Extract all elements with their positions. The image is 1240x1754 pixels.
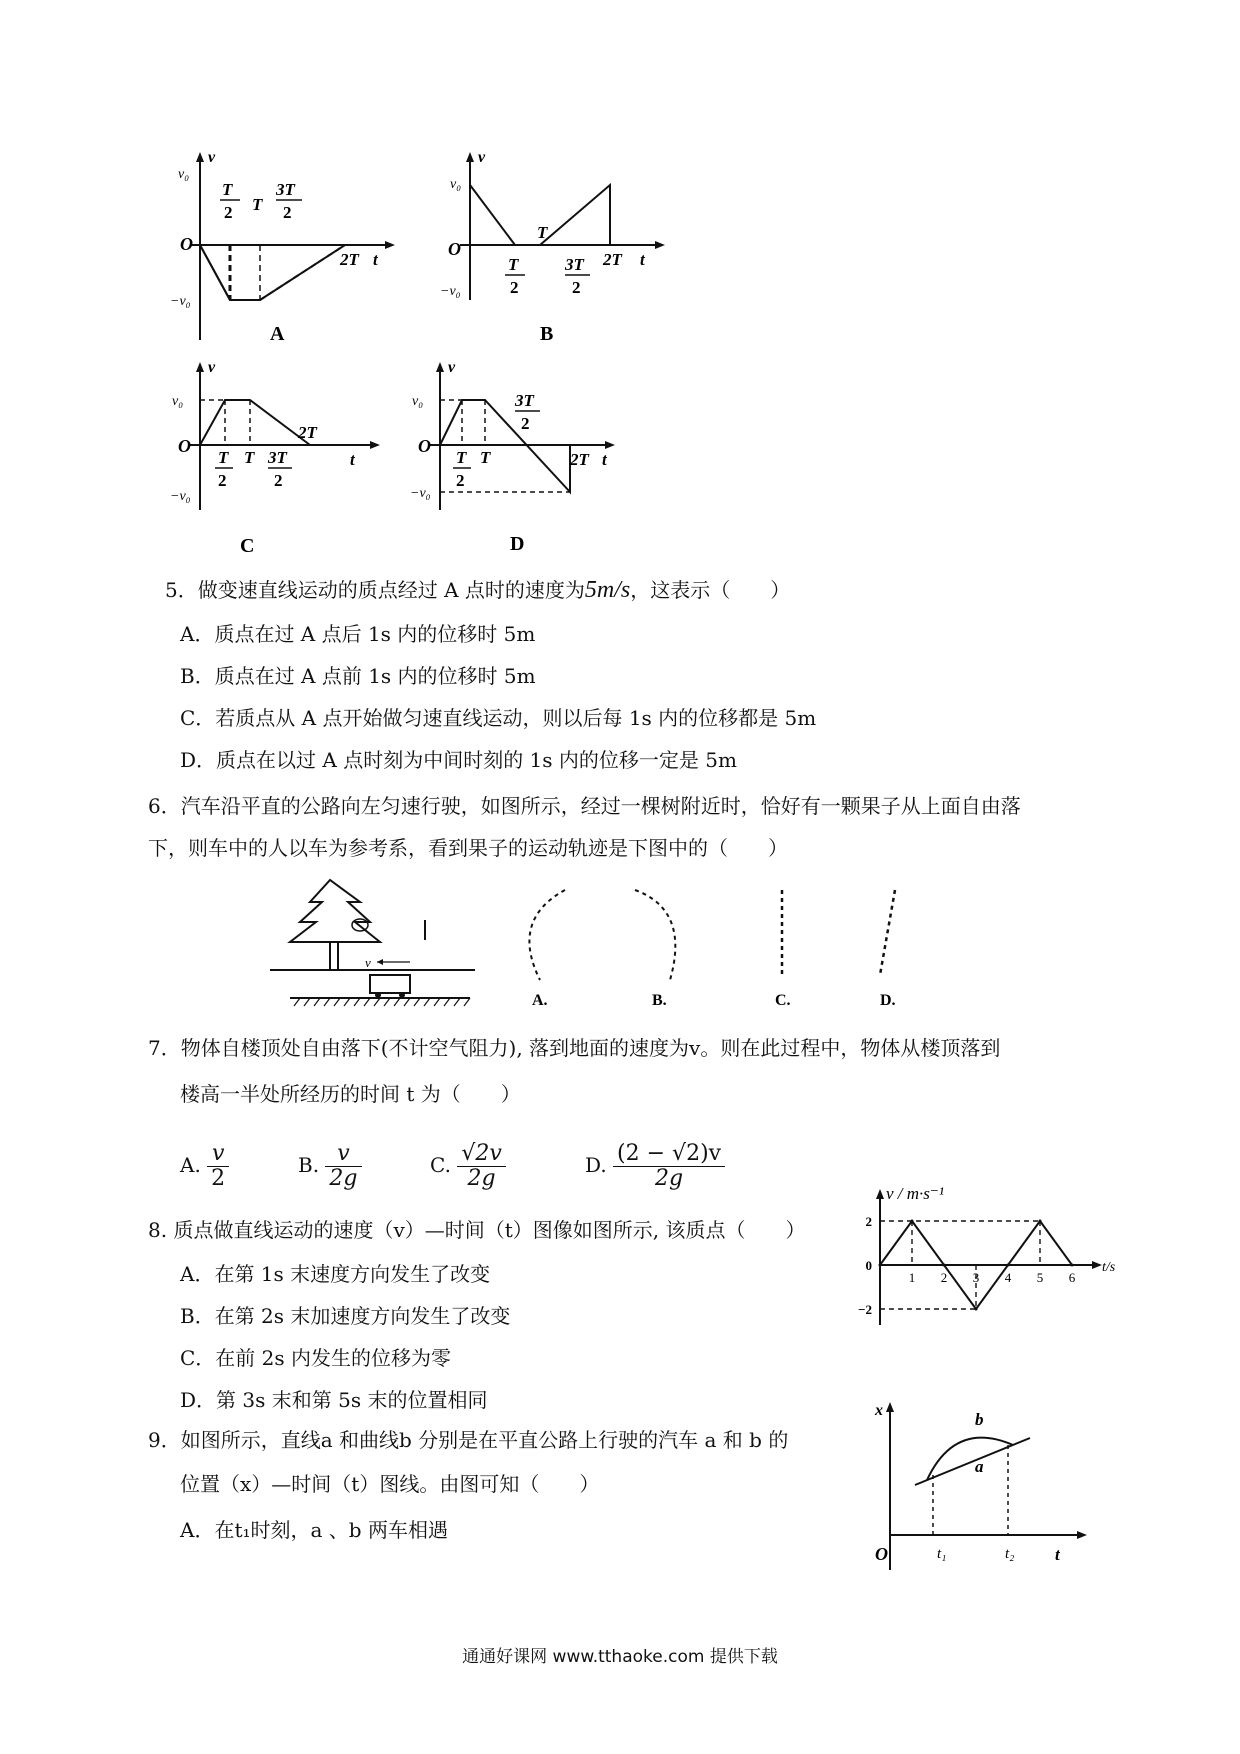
graph-label-d: D [510,533,525,555]
question-6-line2: 下，则车中的人以车为参考系，看到果子的运动轨迹是下图中的（ ） [148,836,788,860]
svg-text:2T: 2T [570,450,589,469]
data-point [1007,1264,1010,1267]
question-5-stem: 5．做变速直线运动的质点经过 A 点时的速度为5m/s，这表示（ ） [165,577,791,603]
q8-option-c: C．在前 2s 内发生的位移为零 [180,1346,452,1370]
svg-text:−v₀: −v₀ [410,486,431,501]
data-point [879,1264,882,1267]
y-axis-label: v / m·s⁻¹ [886,1185,944,1203]
svg-text:T: T [456,448,467,467]
svg-text:O: O [418,436,431,456]
graph-option-b [440,150,670,350]
q8-option-b: B．在第 2s 末加速度方向发生了改变 [180,1304,511,1328]
svg-text:D.: D. [880,992,896,1009]
svg-text:2: 2 [521,414,530,433]
svg-text:2T: 2T [298,423,317,442]
svg-text:3T: 3T [515,391,534,410]
svg-text:x: x [875,1402,883,1419]
svg-text:T: T [480,448,491,467]
data-point [975,1308,978,1311]
x-tick-label: 2 [940,1270,948,1285]
svg-text:3T: 3T [565,255,584,274]
svg-text:T: T [222,180,233,199]
q9-option-a: A．在t₁时刻，a 、b 两车相遇 [180,1518,448,1542]
q5-option-a: A．质点在过 A 点后 1s 内的位移时 5m [180,622,536,646]
data-point [943,1264,946,1267]
svg-text:A.: A. [532,992,548,1009]
svg-text:C.: C. [775,992,791,1009]
question-8-stem: 8. 质点做直线运动的速度（v）—时间（t）图像如图所示, 该质点（ ） [148,1218,806,1242]
question-9-line1: 9．如图所示，直线a 和曲线b 分别是在平直公路上行驶的汽车 a 和 b 的 [148,1428,789,1452]
q7-option-d: D. $\frac{(2 - √2)v}{2g}$ [585,1130,725,1200]
q8-velocity-time-chart [840,1185,1140,1335]
x-axis-label: t/s [1102,1260,1116,1275]
x-tick-label: 1 [908,1270,916,1285]
svg-text:2T: 2T [603,250,622,269]
svg-text:v: v [448,360,456,376]
svg-text:O: O [178,436,191,456]
question-7-line1: 7．物体自楼顶处自由落下(不计空气阻力), 落到地面的速度为v。则在此过程中，物体从楼顶落到 [148,1036,1001,1060]
q5-option-c: C．若质点从 A 点开始做匀速直线运动，则以后每 1s 内的位移都是 5m [180,706,817,730]
svg-text:−v₀: −v₀ [170,294,191,309]
svg-text:a: a [975,1457,984,1476]
question-6-line1: 6．汽车沿平直的公路向左匀速行驶，如图所示，经过一棵树附近时，恰好有一颗果子从上面自由落 [148,794,1021,818]
svg-text:O: O [180,234,193,254]
svg-text:−v₀: −v₀ [170,489,191,504]
svg-text:b: b [975,1410,984,1429]
svg-text:v: v [208,150,216,166]
data-point [1071,1264,1074,1267]
svg-text:t₂: t₂ [1005,1546,1015,1562]
graph-label-b: B [540,323,554,345]
svg-text:2: 2 [274,471,283,490]
svg-text:v₀: v₀ [172,394,184,409]
svg-text:T: T [537,223,548,242]
q5-option-b: B．质点在过 A 点前 1s 内的位移时 5m [180,664,536,688]
svg-text:2: 2 [224,203,233,222]
tree-car-figure [270,870,910,1010]
y-tick-label: −2 [858,1302,872,1317]
y-tick-label: 2 [865,1214,872,1229]
svg-text:t: t [373,250,378,269]
v0-label: v₀ [178,167,190,182]
svg-text:T: T [252,195,263,214]
q7-option-b: B. $\frac{v}{2g}$ [298,1130,362,1200]
svg-text:3T: 3T [276,180,295,199]
q8-option-d: D．第 3s 末和第 5s 末的位置相同 [180,1388,488,1412]
svg-text:v: v [478,150,486,166]
x-tick-label: 3 [972,1270,980,1285]
svg-text:T: T [508,255,519,274]
svg-text:B.: B. [652,992,667,1009]
svg-text:2: 2 [218,471,227,490]
curve-b [927,1438,1013,1480]
q7-option-a: A. $\frac{v}{2}$ [180,1130,229,1200]
svg-text:2T: 2T [340,250,359,269]
question-9-line2: 位置（x）—时间（t）图线。由图可知（ ） [180,1472,600,1496]
graph-option-a [170,150,400,350]
q9-position-time-chart [865,1400,1095,1580]
svg-text:t: t [1055,1545,1060,1564]
svg-text:2: 2 [456,471,465,490]
svg-text:t₁: t₁ [937,1546,947,1562]
svg-text:O: O [875,1544,888,1564]
svg-text:2: 2 [572,278,581,297]
svg-text:t: t [602,450,607,469]
q7-option-c: C. $\frac{√2v}{2g}$ [430,1130,506,1200]
question-7-line2: 楼高一半处所经历的时间 t 为（ ） [180,1082,521,1106]
q8-option-a: A．在第 1s 末速度方向发生了改变 [180,1262,491,1286]
graph-option-d [410,360,640,560]
graph-option-c [170,360,400,560]
data-point [911,1220,914,1223]
footer-source: 通通好课网 www.tthaoke.com 提供下载 [462,1647,778,1667]
graph-label-c: C [240,535,255,557]
x-tick-label: 6 [1068,1270,1076,1285]
svg-text:t: t [350,450,355,469]
svg-text:t: t [640,250,645,269]
svg-text:−v₀: −v₀ [440,284,461,299]
svg-text:v₀: v₀ [412,394,424,409]
svg-text:v: v [208,360,216,376]
svg-text:T: T [244,448,255,467]
x-tick-label: 4 [1004,1270,1012,1285]
y-tick-label: 0 [865,1258,872,1273]
svg-text:v: v [365,955,371,970]
svg-text:v₀: v₀ [450,177,462,192]
data-point [1039,1220,1042,1223]
x-tick-label: 5 [1036,1270,1044,1285]
q5-option-d: D．质点在以过 A 点时刻为中间时刻的 1s 内的位移一定是 5m [180,748,737,772]
graph-label-a: A [270,323,285,345]
svg-text:O: O [448,239,461,259]
svg-text:2: 2 [283,203,292,222]
svg-text:2: 2 [510,278,519,297]
svg-text:T: T [218,448,229,467]
svg-text:3T: 3T [268,448,287,467]
